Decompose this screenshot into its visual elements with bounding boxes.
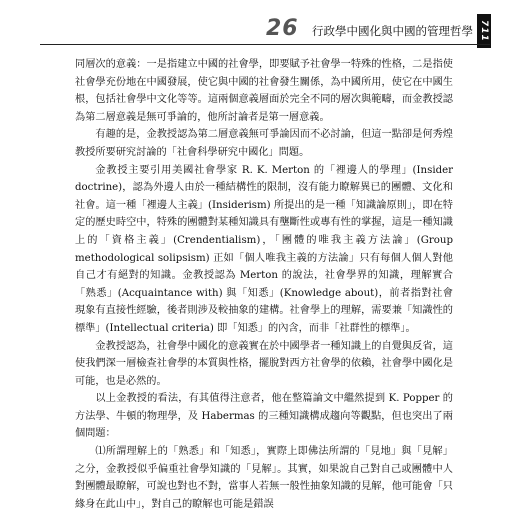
body-text: [75, 56, 453, 513]
paragraph-5: 以上金教授的看法，有其值得注意者，他在整篇論文中繼然提到 K. Popper 的方法學、牛頓的物理學，及 Habermas 的三種知識構成趨向等觀點，但也突出了兩個問題：: [75, 393, 453, 440]
paragraph-1: 同層次的意義：一是指建立中國的社會學，即要賦予社會學一特殊的性格，二是指使社會學充份地在中國發展，使它與中國的社會發生關係，為中國所用，使它在中國生根，包括社會學中文化等等。這兩個意義層面於完全不同的層次與範疇，而金教授認為第二層意義是無可爭論的，他所討論者是第一層意義。: [75, 59, 453, 123]
paragraph-6: ⑴所謂理解上的「熟悉」和「知悉」，實際上即佛法所謂的「見地」與「見解」之分，金教授似乎偏重社會學知識的「見解」。其實，如果說自己對自己或團體中人對團體最瞭解，可說也對也不對，當事人若無一般性抽象知識的見解，他可能會「只緣身在此山中」，對自己的瞭解也可能是錯誤: [75, 446, 453, 510]
paragraph-3: 金教授主要引用美國社會學家 R. K. Merton 的「裡邊人的學理」(Insider doctrine)，認為外邊人由於一種結構性的限制，沒有能力瞭解異已的團體、文化和社會。這一種「裡邊人主義」(Insiderism) 所提出的是一種「知識論原則」，即在特定的歷史時空中，特殊的團體對某種知識具有壟斷性或專有性的掌握，這是一種知識上的「資格主義」(Crendentialism)，「團體的唯我主義方法論」(Group methodological solipsism) 正如「個人唯我主義的方法論」只有每個人個人對他自己才有絕對的知識。金教授認為 Merton 的說法，社會學界的知識，理解實合「熟悉」(Acquaintance with) 與「知悉」(Knowledge about)，前者指對社會現象有直接性經驗，後者則涉及較抽象的建構。社會學上的理解，需要兼「知識性的標準」(Intellectual criteria) 即「知悉」的內含，而非「社群性的標準」。: [75, 164, 453, 334]
page-header: [0, 14, 520, 44]
chapter-title: 行政學中國化與中國的管理哲學: [312, 24, 473, 38]
paragraph-4: 金教授認為，社會學中國化的意義實在於中國學者一種知識上的自覺與反省，這使我們深一層檢查社會學的本質與性格，擺脫對西方社會學的依賴，社會學中國化是可能，也是必然的。: [75, 340, 453, 387]
header-rule: [40, 44, 490, 45]
page-number: 26: [266, 16, 299, 41]
side-mark: 711: [477, 14, 491, 48]
paragraph-2: 有趣的是，金教授認為第二層意義無可爭論因而不必討論，但這一點卻是何秀煌教授所要研究討論的「社會科學研究中國化」問題。: [75, 129, 453, 158]
